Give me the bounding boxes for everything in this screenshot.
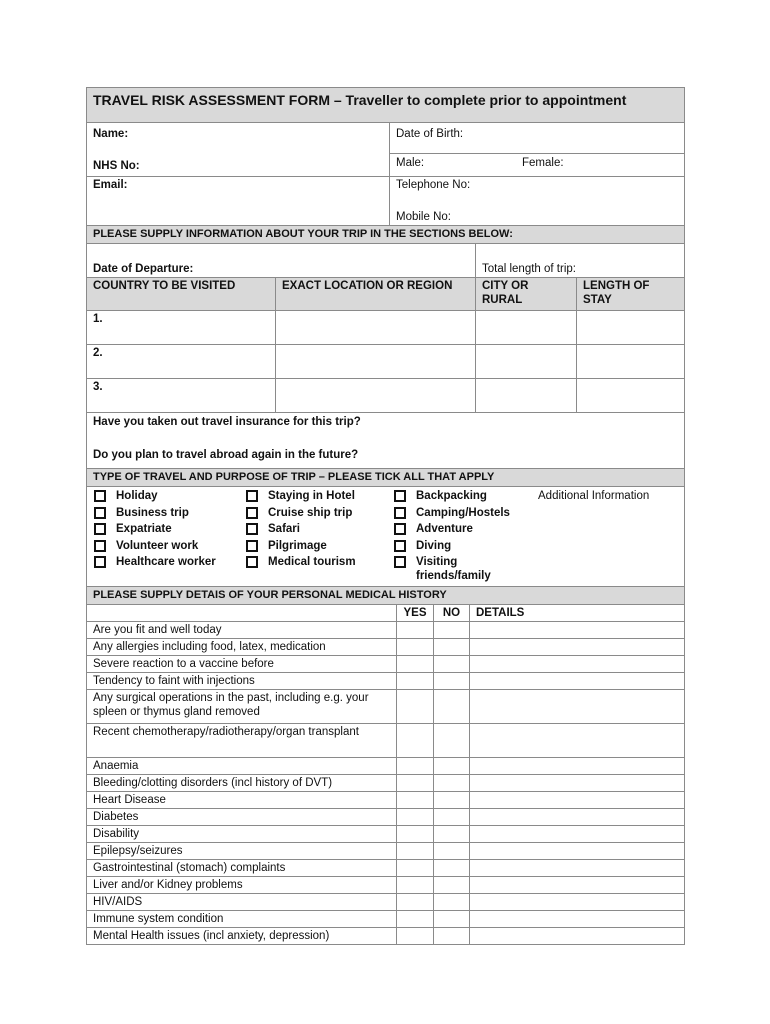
no-cell[interactable] [434,877,470,894]
trip-length-field[interactable] [476,244,685,278]
option-medical-tourism[interactable]: Medical tourism [245,555,393,583]
no-cell[interactable] [434,690,470,724]
yes-cell[interactable] [397,860,434,877]
checkbox-icon[interactable] [394,540,406,552]
col-country: COUNTRY TO BE VISITED [87,278,276,311]
no-cell[interactable] [434,622,470,639]
dob-gender-cell [390,123,685,177]
city-row-3[interactable] [476,379,577,413]
travel-type-header: TYPE OF TRAVEL AND PURPOSE OF TRIP – PLEASE TICK ALL THAT APPLY [87,469,685,487]
yes-cell[interactable] [397,843,434,860]
location-row-1[interactable] [276,311,476,345]
dob-field[interactable] [390,123,684,154]
col-city-rural: CITY OR RURAL [476,278,577,311]
country-row-1[interactable]: 1. [87,311,276,345]
checkbox-icon[interactable] [394,523,406,535]
details-cell[interactable] [470,843,685,860]
no-cell[interactable] [434,911,470,928]
checkbox-icon[interactable] [246,523,258,535]
medical-question: Heart Disease [87,792,397,809]
details-cell[interactable] [470,860,685,877]
details-cell[interactable] [470,928,685,945]
option-pilgrimage[interactable]: Pilgrimage [245,539,393,553]
checkbox-icon[interactable] [394,507,406,519]
travel-risk-form [86,87,684,945]
medical-question: Liver and/or Kidney problems [87,877,397,894]
city-row-2[interactable] [476,345,577,379]
checkbox-icon[interactable] [94,523,106,535]
medical-history-header: PLEASE SUPPLY DETAIS OF YOUR PERSONAL MEDICAL HISTORY [87,587,685,605]
checkbox-icon[interactable] [394,490,406,502]
telephone-label: Telephone No: [396,179,471,191]
yes-cell[interactable] [397,928,434,945]
no-cell[interactable] [434,894,470,911]
details-cell[interactable] [470,656,685,673]
yes-cell[interactable] [397,877,434,894]
medical-question: Gastrointestinal (stomach) complaints [87,860,397,877]
medical-question: Are you fit and well today [87,622,397,639]
yes-cell[interactable] [397,894,434,911]
future-travel-question: Do you plan to travel abroad again in the future? [93,449,359,461]
email-field[interactable] [87,177,390,226]
details-cell[interactable] [470,792,685,809]
country-row-2[interactable]: 2. [87,345,276,379]
no-cell[interactable] [434,792,470,809]
medical-question: Bleeding/clotting disorders (incl history of DVT) [87,775,397,792]
medical-question: Immune system condition [87,911,397,928]
yes-cell[interactable] [397,690,434,724]
details-cell[interactable] [470,775,685,792]
yes-column-header: YES [397,605,434,622]
medical-question: Mental Health issues (incl anxiety, depression) [87,928,397,945]
male-label[interactable]: Male: [396,157,425,169]
medical-question: Recent chemotherapy/radiotherapy/organ transplant [87,724,397,758]
yes-cell[interactable] [397,639,434,656]
option-diving[interactable]: Diving [393,539,538,553]
stay-row-2[interactable] [577,345,685,379]
details-cell[interactable] [470,877,685,894]
yes-cell[interactable] [397,724,434,758]
details-cell[interactable] [470,673,685,690]
yes-cell[interactable] [397,673,434,690]
name-label: Name: [93,128,129,140]
checkbox-icon[interactable] [246,540,258,552]
no-cell[interactable] [434,673,470,690]
checkbox-icon[interactable] [94,507,106,519]
option-safari[interactable]: Safari [245,522,393,536]
no-cell[interactable] [434,724,470,758]
no-column-header: NO [434,605,470,622]
yes-cell[interactable] [397,792,434,809]
location-row-2[interactable] [276,345,476,379]
details-cell[interactable] [470,724,685,758]
option-staying-in-hotel[interactable]: Staying in Hotel [245,489,393,503]
location-row-3[interactable] [276,379,476,413]
details-column-header: DETAILS [470,605,685,622]
country-row-3[interactable]: 3. [87,379,276,413]
trip-section-header: PLEASE SUPPLY INFORMATION ABOUT YOUR TRIP IN THE SECTIONS BELOW: [87,226,685,244]
medical-question: HIV/AIDS [87,894,397,911]
gender-row [390,154,684,172]
medical-header-spacer [87,605,397,622]
yes-cell[interactable] [397,775,434,792]
medical-question: Anaemia [87,758,397,775]
travel-type-cell [87,487,685,587]
checkbox-icon[interactable] [94,490,106,502]
no-cell[interactable] [434,758,470,775]
yes-cell[interactable] [397,911,434,928]
stay-row-3[interactable] [577,379,685,413]
option-camping-hostels[interactable]: Camping/Hostels [393,506,538,520]
city-row-1[interactable] [476,311,577,345]
medical-history-table [86,604,685,945]
no-cell[interactable] [434,928,470,945]
medical-question: Disability [87,826,397,843]
no-cell[interactable] [434,639,470,656]
no-cell[interactable] [434,860,470,877]
option-holiday[interactable]: Holiday [93,489,245,503]
details-cell[interactable] [470,826,685,843]
option-expatriate[interactable]: Expatriate [93,522,245,536]
email-label: Email: [93,179,128,191]
yes-cell[interactable] [397,656,434,673]
option-visiting-friends-family[interactable]: Visiting friends/family [393,555,483,583]
details-cell[interactable] [470,894,685,911]
checkbox-icon[interactable] [246,556,258,568]
additional-info-label: Additional Information [538,490,650,502]
medical-question: Any allergies including food, latex, medication [87,639,397,656]
no-cell[interactable] [434,775,470,792]
no-cell[interactable] [434,656,470,673]
departure-label: Date of Departure: [93,263,194,275]
travel-type-grid [93,489,678,583]
insurance-question: Have you taken out travel insurance for this trip? [93,416,361,428]
trip-length-label: Total length of trip: [482,263,576,275]
medical-question: Severe reaction to a vaccine before [87,656,397,673]
details-cell[interactable] [470,758,685,775]
no-cell[interactable] [434,809,470,826]
no-cell[interactable] [434,843,470,860]
checkbox-icon[interactable] [394,556,406,568]
departure-field[interactable] [87,244,476,278]
details-cell[interactable] [470,639,685,656]
col-location: EXACT LOCATION OR REGION [276,278,476,311]
medical-question: Diabetes [87,809,397,826]
checkbox-icon[interactable] [246,490,258,502]
dob-label: Date of Birth: [396,128,464,140]
no-cell[interactable] [434,826,470,843]
option-healthcare-worker[interactable]: Healthcare worker [93,555,245,583]
yes-cell[interactable] [397,622,434,639]
details-cell[interactable] [470,911,685,928]
nhs-label: NHS No: [93,160,140,172]
medical-question: Any surgical operations in the past, including e.g. your spleen or thymus gland removed [87,690,397,724]
col-length-of-stay: LENGTH OF STAY [577,278,685,311]
name-cell[interactable] [87,123,390,177]
female-label[interactable]: Female: [522,157,564,169]
phone-cell[interactable] [390,177,685,226]
yes-cell[interactable] [397,826,434,843]
yes-cell[interactable] [397,758,434,775]
checkbox-icon[interactable] [246,507,258,519]
medical-question: Tendency to faint with injections [87,673,397,690]
option-business-trip[interactable]: Business trip [93,506,245,520]
option-backpacking[interactable]: Backpacking [393,489,538,503]
checkbox-icon[interactable] [94,540,106,552]
details-cell[interactable] [470,690,685,724]
checkbox-icon[interactable] [94,556,106,568]
stay-row-1[interactable] [577,311,685,345]
option-adventure[interactable]: Adventure [393,522,538,536]
insurance-cell[interactable] [87,413,685,469]
details-cell[interactable] [470,622,685,639]
option-cruise-ship-trip[interactable]: Cruise ship trip [245,506,393,520]
yes-cell[interactable] [397,809,434,826]
medical-question: Epilepsy/seizures [87,843,397,860]
option-volunteer-work[interactable]: Volunteer work [93,539,245,553]
form-table [86,87,685,605]
mobile-label: Mobile No: [396,211,451,223]
details-cell[interactable] [470,809,685,826]
form-title: TRAVEL RISK ASSESSMENT FORM – Traveller to complete prior to appointment [87,88,685,123]
